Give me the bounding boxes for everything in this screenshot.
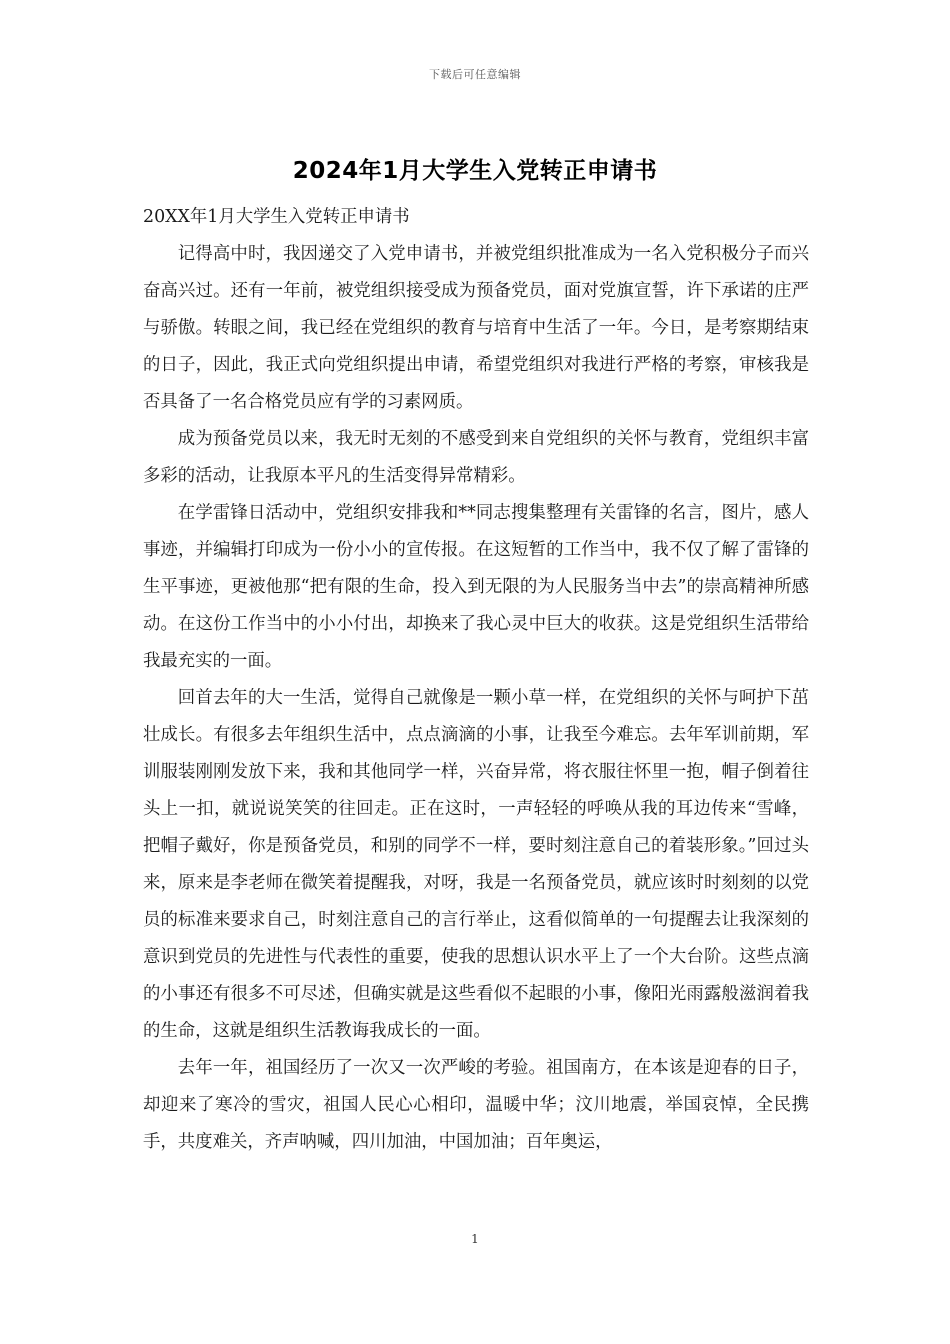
paragraph-4: 回首去年的大一生活，觉得自己就像是一颗小草一样，在党组织的关怀与呵护下茁壮成长。有很多去年组织生活中，点点滴滴的小事，让我至今难忘。去年军训前期，军训服装刚刚发放下来，我和其他同学一样，兴奋异常，将衣服往怀里一抱，帽子倒着往头上一扣，就说说笑笑的往回走。正在这时，一声轻轻的呼唤从我的耳边传来“雪峰，把帽子戴好，你是预备党员，和别的同学不一样，要时刻注意自己的着装形象。”回过头来，原来是李老师在微笑着提醒我，对呀，我是一名预备党员，就应该时时刻刻的以党员的标准来要求自己，时刻注意自己的言行举止，这看似简单的一句提醒去让我深刻的意识到党员的先进性与代表性的重要，使我的思想认识水平上了一个大台阶。这些点滴的小事还有很多不可尽述，但确实就是这些看似不起眼的小事，像阳光雨露般滋润着我的生命，这就是组织生活教诲我成长的一面。 xyxy=(143,688,809,1041)
paragraph-2: 成为预备党员以来，我无时无刻的不感受到来自党组织的关怀与教育，党组织丰富多彩的活动，让我原本平凡的生活变得异常精彩。 xyxy=(143,429,809,486)
paragraph-1: 记得高中时，我因递交了入党申请书，并被党组织批准成为一名入党积极分子而兴奋高兴过。还有一年前，被党组织接受成为预备党员，面对党旗宣誓，许下承诺的庄严与骄傲。转眼之间，我已经在党组织的教育与培育中生活了一年。今日，是考察期结束的日子，因此，我正式向党组织提出申请，希望党组织对我进行严格的考察，审核我是否具备了一名合格党员应有学的习素网质。 xyxy=(143,244,809,412)
document-title: 2024年1月大学生入党转正申请书 xyxy=(292,158,658,184)
page-number: 1 xyxy=(471,1232,479,1246)
page-header: 下载后可任意编辑 xyxy=(429,68,521,81)
document-body xyxy=(143,199,809,1161)
paragraph-5: 去年一年，祖国经历了一次又一次严峻的考验。祖国南方，在本该是迎春的日子，却迎来了寒冷的雪灾，祖国人民心心相印，温暖中华；汶川地震，举国哀悼，全民携手，共度难关，齐声呐喊，四川加油，中国加油；百年奥运， xyxy=(143,1058,809,1152)
document-subtitle: 20XX年1月大学生入党转正申请书 xyxy=(143,207,410,227)
paragraph-3: 在学雷锋日活动中，党组织安排我和**同志搜集整理有关雷锋的名言，图片，感人事迹，并编辑打印成为一份小小的宣传报。在这短暂的工作当中，我不仅了解了雷锋的生平事迹，更被他那“把有限的生命，投入到无限的为人民服务当中去”的崇高精神所感动。在这份工作当中的小小付出，却换来了我心灵中巨大的收获。这是党组织生活带给我最充实的一面。 xyxy=(143,503,809,671)
